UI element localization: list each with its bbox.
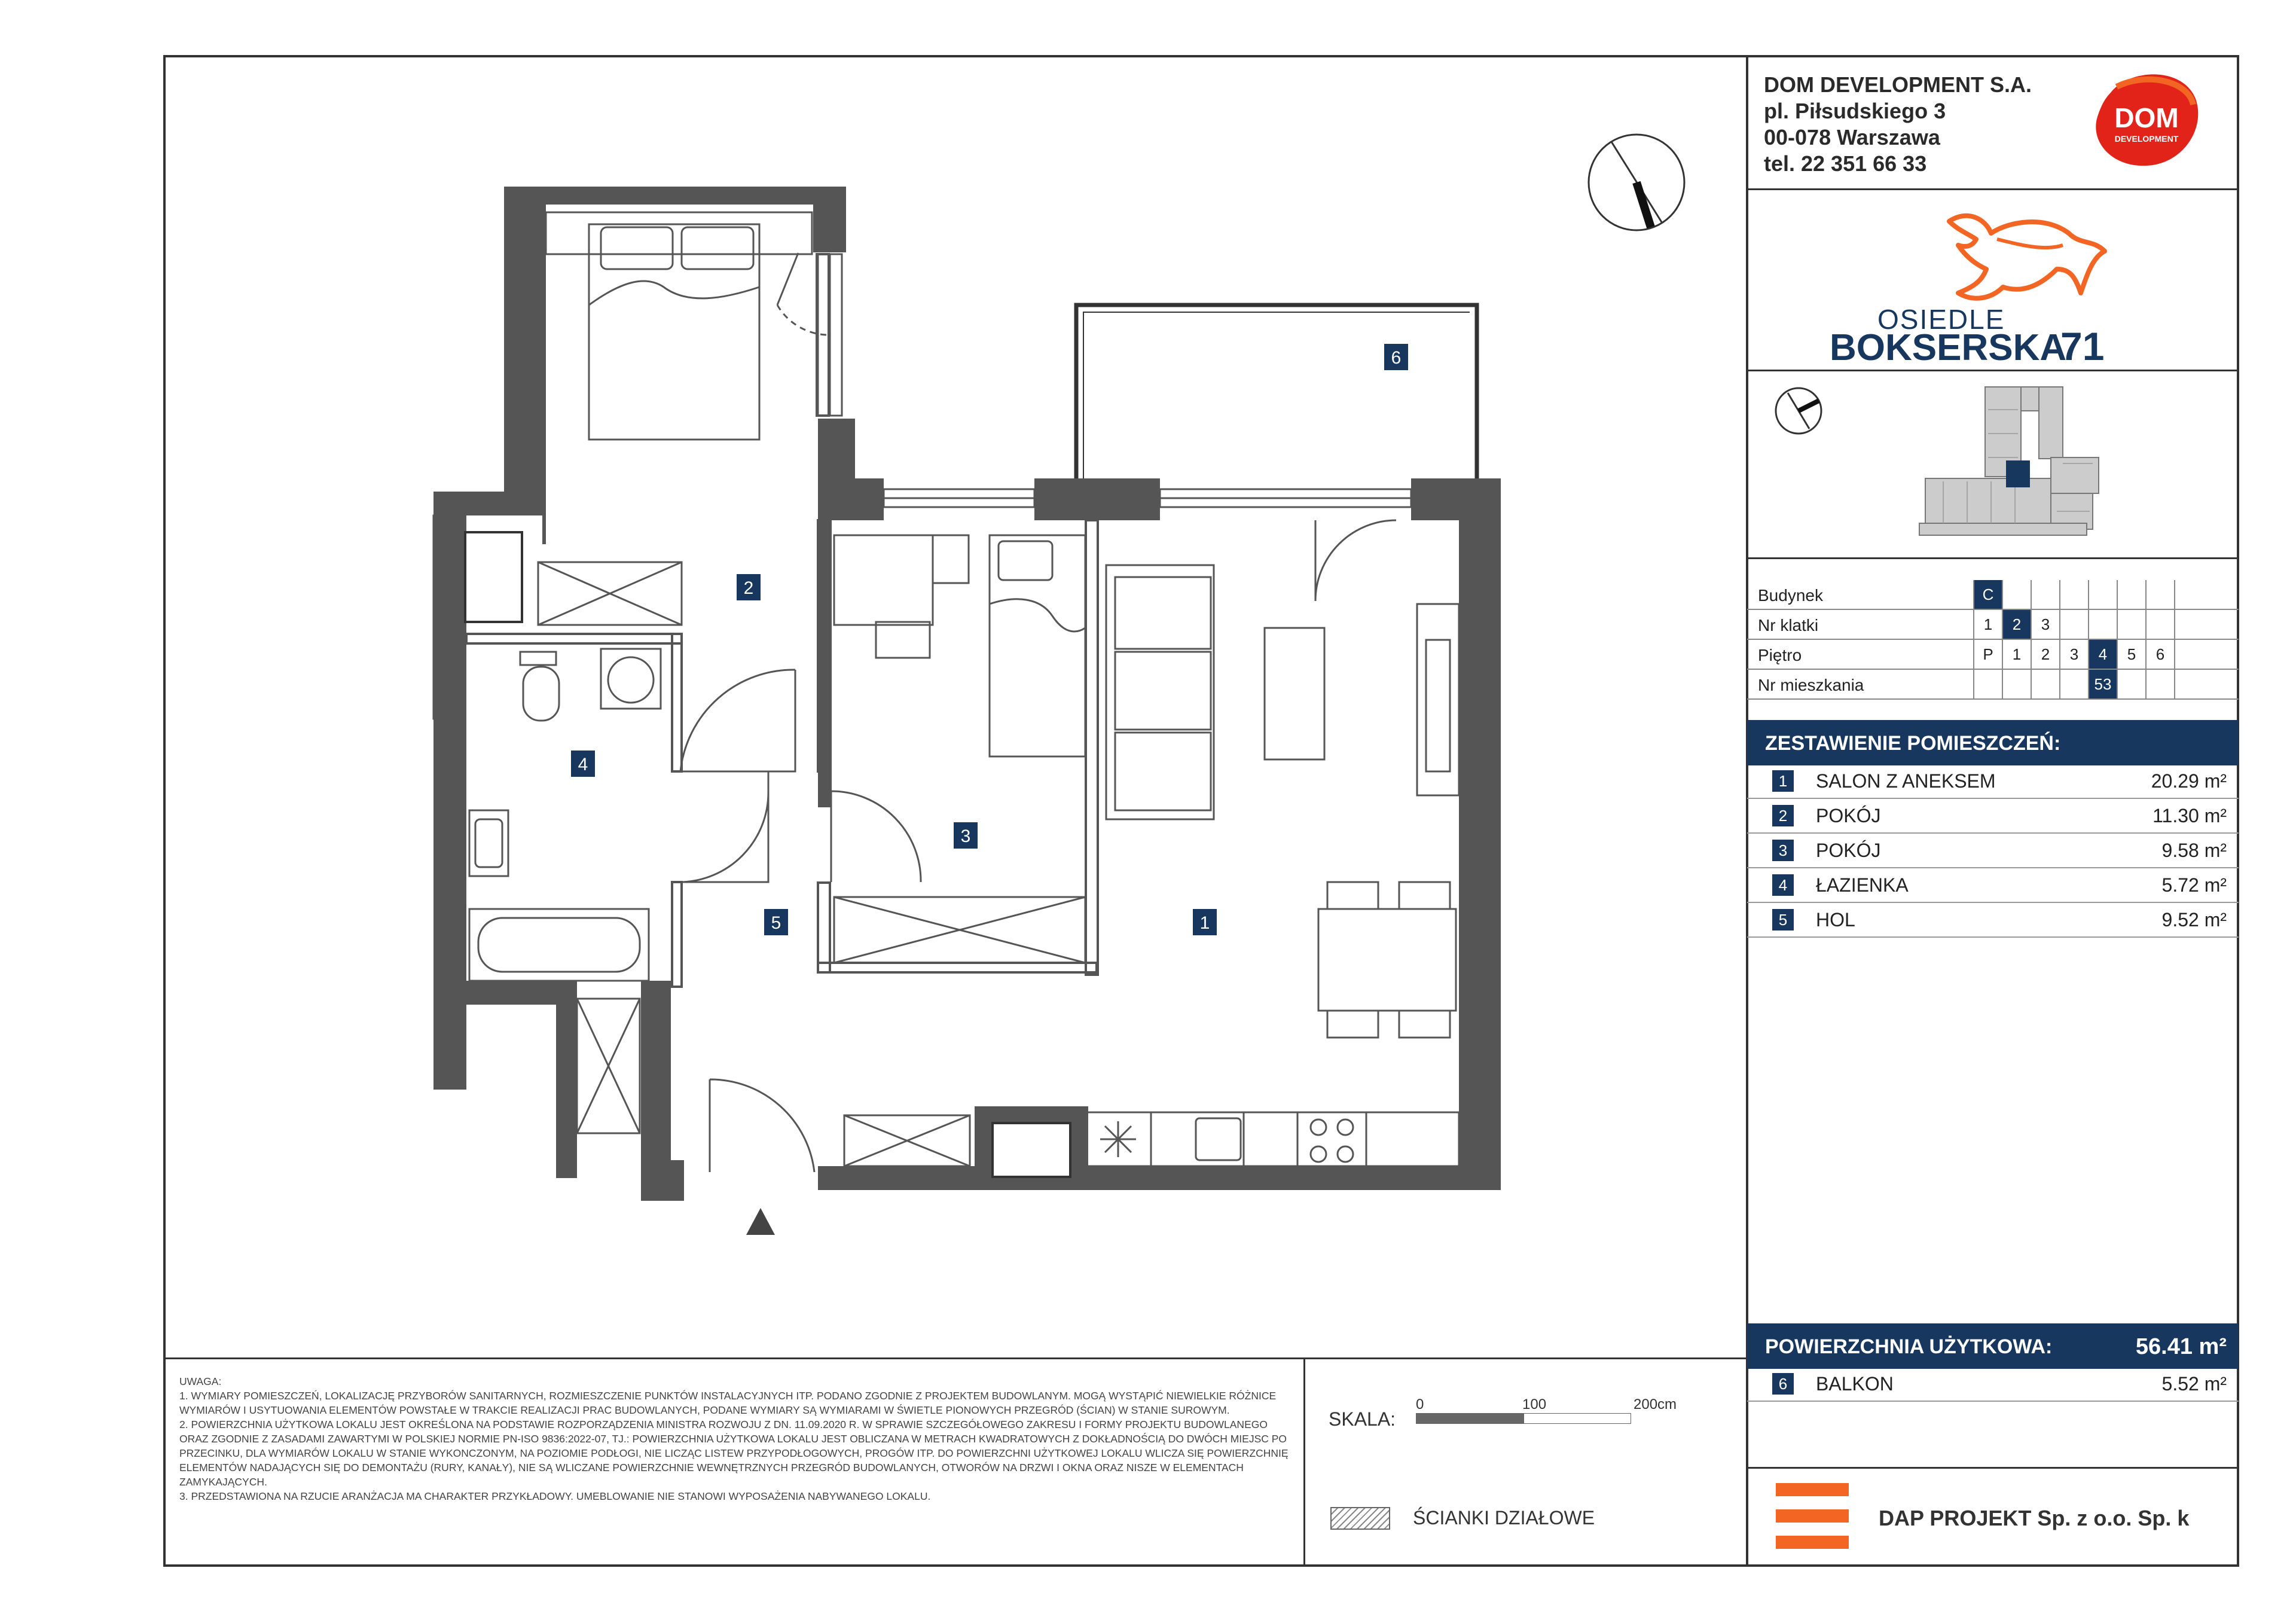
note-item: 3. PRZEDSTAWIONA NA RZUCIE ARANŻACJA MA CHARAKTER PRZYKŁADOWY. UMEBLOWANIE NIE STANOWI WYPOSAŻENIA NABYWANEGO LOKALU. xyxy=(179,1490,931,1502)
location-label: Budynek xyxy=(1758,586,1823,605)
plan-room-tag-label: 3 xyxy=(960,826,971,846)
plan-room-tag xyxy=(737,574,761,600)
location-cell: 4 xyxy=(2088,640,2117,669)
partition-walls xyxy=(466,254,1098,987)
north-arrow xyxy=(1589,135,1684,230)
room-name: SALON Z ANEKSEM xyxy=(1816,770,1996,792)
plan-room-tag xyxy=(764,909,788,935)
plan-room-tag-label: 2 xyxy=(743,578,754,598)
scale-tick: 100 xyxy=(1522,1396,1547,1413)
bathroom-fixtures xyxy=(469,649,661,981)
dom-logo-subtext: DEVELOPMENT xyxy=(2114,134,2179,144)
room-3-furniture xyxy=(834,535,1085,963)
location-cell: 2 xyxy=(2031,640,2059,669)
room-number-badge: 4 xyxy=(1772,874,1794,896)
doors xyxy=(680,253,1396,1172)
hall-wardrobe xyxy=(577,999,640,1133)
plan-room-tag xyxy=(1193,909,1217,935)
osiedle-line2: BOKSERSKA xyxy=(1830,327,2067,365)
plan-room-tag-label: 5 xyxy=(771,913,781,933)
room-number-badge: 3 xyxy=(1772,840,1794,861)
plan-room-tag xyxy=(1384,344,1408,370)
room-name: HOL xyxy=(1816,909,1855,931)
plan-room-tag-label: 6 xyxy=(1391,348,1402,368)
usable-area-label: POWIERZCHNIA UŻYTKOWA: xyxy=(1765,1335,2053,1358)
company-phone: tel. 22 351 66 33 xyxy=(1764,151,1927,176)
osiedle-line1: OSIEDLE xyxy=(1877,304,2005,335)
wardrobe-room-2 xyxy=(538,562,682,625)
note-item: 1. WYMIARY POMIESZCZEŃ, LOKALIZACJĘ PRZYBORÓW SANITARNYCH, ROZMIESZCZENIE PUNKTÓW INSTALACYJNYCH ITP. PODANO ZGODNIE Z PROJEKTEM BUDOWLANYM. MOGĄ WYSTĄPIĆ NIEWIELKIE RÓŻNICE WYMIARÓW I USYTUOWANIA ELEMENTÓW POWSTAŁE W TRAKCIE REALIZACJI PRAC BUDOWLANYCH, PODANE WYMIARY SĄ WYMIARAMI W ŚWIETLE PIONOWYCH PRZEGRÓD (ŚCIAN) W STANIE SUROWYM. xyxy=(179,1390,1277,1416)
plan-room-tag-label: 1 xyxy=(1199,913,1210,933)
room-number-badge: 2 xyxy=(1772,805,1794,826)
location-cell: C xyxy=(1973,580,2002,609)
designer-name: DAP PROJEKT Sp. z o.o. Sp. k xyxy=(1879,1506,2190,1530)
location-label: Piętro xyxy=(1758,646,1802,664)
usable-area-value: 56.41 m² xyxy=(2135,1334,2227,1359)
scale-label: SKALA: xyxy=(1329,1408,1396,1430)
location-cell: 5 xyxy=(2117,640,2145,669)
room-name: ŁAZIENKA xyxy=(1816,874,1909,896)
location-cell: 1 xyxy=(2002,640,2031,669)
location-cell: 6 xyxy=(2145,640,2174,669)
double-bed xyxy=(546,212,812,440)
notes-title: UWAGA: xyxy=(179,1375,222,1387)
company-name: DOM DEVELOPMENT S.A. xyxy=(1764,72,2032,97)
rooms-header-title: ZESTAWIENIE POMIESZCZEŃ: xyxy=(1765,732,2061,755)
note-item: 2. POWIERZCHNIA UŻYTKOWA LOKALU JEST OKREŚLONA NA PODSTAWIE ROZPORZĄDZENIA MINISTRA ROZWOJU Z DN. 11.09.2020 R. W SPRAWIE SZCZEGÓŁOWEGO ZAKRESU I FORMY PROJEKTU BUDOWLANEGO ORAZ ZGODNIE Z ZASADAMI ZAWARTYMI W POLSKIEJ NORMIE PN-ISO 9836:2022-07, TJ.: POWIERZCHNIA UŻYTKOWA LOKALU JEST OBLICZANA W METRACH KWADRATOWYCH Z DOKŁADNOŚCIĄ DO DWÓCH MIEJSC PO PRZECINKU, DLA WYMIARÓW LOKALU W STANIE WYKONCZONYM, NA POZIOMIE PODŁOGI, NIE LICZĄC LISTEW PRZYPODŁOGOWYCH, PROGÓW ITP. DO POWIERZCHNI UŻYTKOWEJ LOKALU WLICZA SIĘ POWIERZCHNIĘ ELEMENTÓW NADAJĄCYCH SIĘ DO DEMONTAŻU (RURY, KANAŁY), NIE SĄ WLICZANE POWIERZCHNIE WEWNĘTRZNYCH PRZEGRÓD BUDOWLANYCH, OTWORÓW NA DRZWI I OKNA ORAZ NISZE W ELEMENTACH ZAMYKAJĄCYCH. xyxy=(179,1418,1289,1488)
room-number-badge: 5 xyxy=(1772,909,1794,931)
location-cell: P xyxy=(1973,640,2002,669)
room-area: 9.58 m² xyxy=(2161,840,2227,861)
room-number-badge: 6 xyxy=(1772,1373,1794,1395)
location-cell: 3 xyxy=(2059,640,2088,669)
location-label: Nr mieszkania xyxy=(1758,676,1864,694)
company-street: pl. Piłsudskiego 3 xyxy=(1764,99,1946,123)
room-number-badge: 1 xyxy=(1772,770,1794,792)
plan-room-tag-label: 4 xyxy=(578,755,588,774)
load-bearing-walls xyxy=(433,187,1501,1201)
location-cell: 1 xyxy=(1973,610,2002,639)
room-area: 5.72 m² xyxy=(2161,874,2227,896)
location-cell: 53 xyxy=(2088,670,2117,698)
room-area: 11.30 m² xyxy=(2152,805,2227,826)
room-area: 9.52 m² xyxy=(2161,909,2227,931)
living-room-furniture xyxy=(1106,565,1459,1038)
location-cell: 3 xyxy=(2031,610,2059,639)
dom-logo-text: DOM xyxy=(2114,102,2179,133)
company-city: 00-078 Warszawa xyxy=(1764,125,1940,150)
location-label: Nr klatki xyxy=(1758,616,1819,634)
scale-tick: 200cm xyxy=(1634,1396,1677,1413)
room-name: BALKON xyxy=(1816,1373,1894,1395)
scale-tick: 0 xyxy=(1416,1396,1424,1413)
kitchen-counter xyxy=(844,1112,1459,1166)
location-cell: 2 xyxy=(2002,610,2031,639)
room-area: 20.29 m² xyxy=(2151,770,2227,792)
plan-room-tag xyxy=(954,822,978,849)
partition-wall-legend-label: ŚCIANKI DZIAŁOWE xyxy=(1413,1507,1595,1529)
osiedle-number: 71 xyxy=(2060,324,2105,365)
balcony-outline xyxy=(1076,305,1477,478)
room-name: POKÓJ xyxy=(1816,805,1881,826)
entrance-arrow-icon xyxy=(746,1208,775,1235)
plan-room-tag xyxy=(571,751,595,777)
room-name: POKÓJ xyxy=(1816,840,1881,861)
room-area: 5.52 m² xyxy=(2161,1373,2227,1395)
